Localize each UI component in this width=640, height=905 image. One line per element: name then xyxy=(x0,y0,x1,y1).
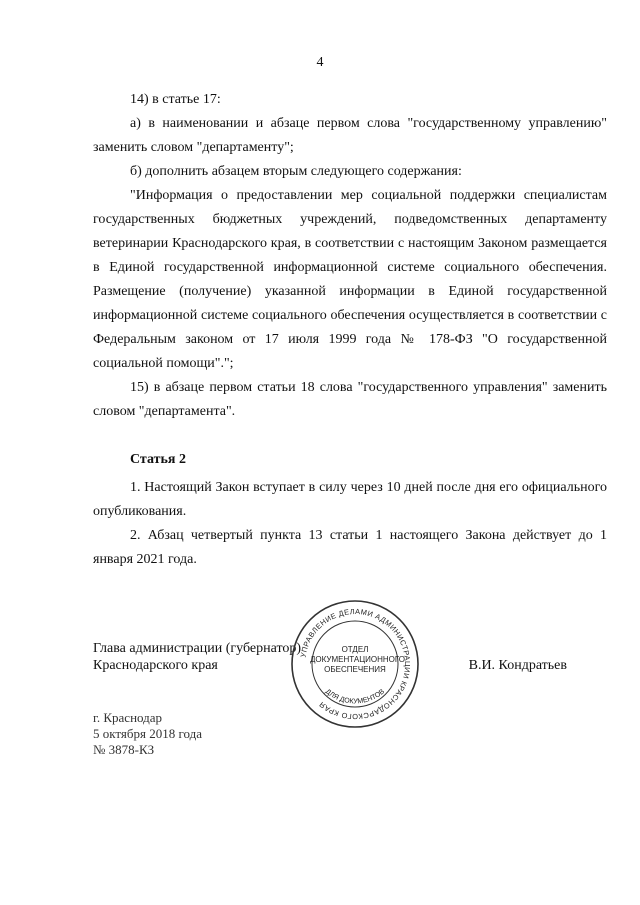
law-number: № 3878-КЗ xyxy=(93,742,155,757)
issue-date: 5 октября 2018 года xyxy=(93,726,202,741)
article-2-heading: Статья 2 xyxy=(130,452,186,467)
amendment-item-14: 14) в статье 17: xyxy=(130,92,221,107)
issue-city: г. Краснодар xyxy=(93,710,163,725)
document-body xyxy=(93,88,607,572)
article-2-clause-1: 1. Настоящий Закон вступает в силу через 10 дней после дня его официального опубликования. xyxy=(93,480,607,519)
quoted-paragraph: "Информация о предоставлении мер социальной поддержки специалистам государственных бюджетных учреждений, подведомственных департаменту ветеринарии Краснодарского края, в соответствии с настоящим Законом размещается в Единой государственной информационной системе социального обеспечения. Размещение (получение) указанной информации в Единой государственной информационной системе социального обеспечения осуществляется в соответствии с Федеральным законом от 17 июля 1999 года № 178-ФЗ "О государственной социальной помощи"."; xyxy=(93,188,607,371)
page-number: 4 xyxy=(316,55,324,70)
official-stamp xyxy=(290,599,420,729)
stamp-center-line-3: ОБЕСПЕЧЕНИЯ xyxy=(324,665,386,674)
document-meta xyxy=(93,710,202,758)
svg-text:ДЛЯ ДОКУМЕНТОВ xyxy=(324,688,386,705)
signatory-title-line-2: Краснодарского края xyxy=(93,658,218,673)
amendment-subitem-a: а) в наименовании и абзаце первом слова "государственному управлению" заменить словом "департаменту"; xyxy=(93,116,607,155)
article-2-clause-2: 2. Абзац четвертый пункта 13 статьи 1 настоящего Закона действует до 1 января 2021 года. xyxy=(93,528,607,567)
amendment-subitem-b: б) дополнить абзацем вторым следующего содержания: xyxy=(130,164,462,179)
amendment-item-15: 15) в абзаце первом статьи 18 слова "государственного управления" заменить словом "департамента". xyxy=(93,380,607,419)
signatory-title-line-1: Глава администрации (губернатор) xyxy=(93,641,302,656)
stamp-ring-text: УПРАВЛЕНИЕ ДЕЛАМИ АДМИНИСТРАЦИИ КРАСНОДАРСКОГО КРАЯ xyxy=(298,606,413,722)
stamp-center-text xyxy=(310,645,405,675)
stamp-bottom-text: ДЛЯ ДОКУМЕНТОВ xyxy=(323,688,387,706)
stamp-center-line-2: ДОКУМЕНТАЦИОННОГО xyxy=(310,655,405,664)
signatory-name: В.И. Кондратьев xyxy=(468,658,567,673)
stamp-center-line-1: ОТДЕЛ xyxy=(341,645,369,654)
